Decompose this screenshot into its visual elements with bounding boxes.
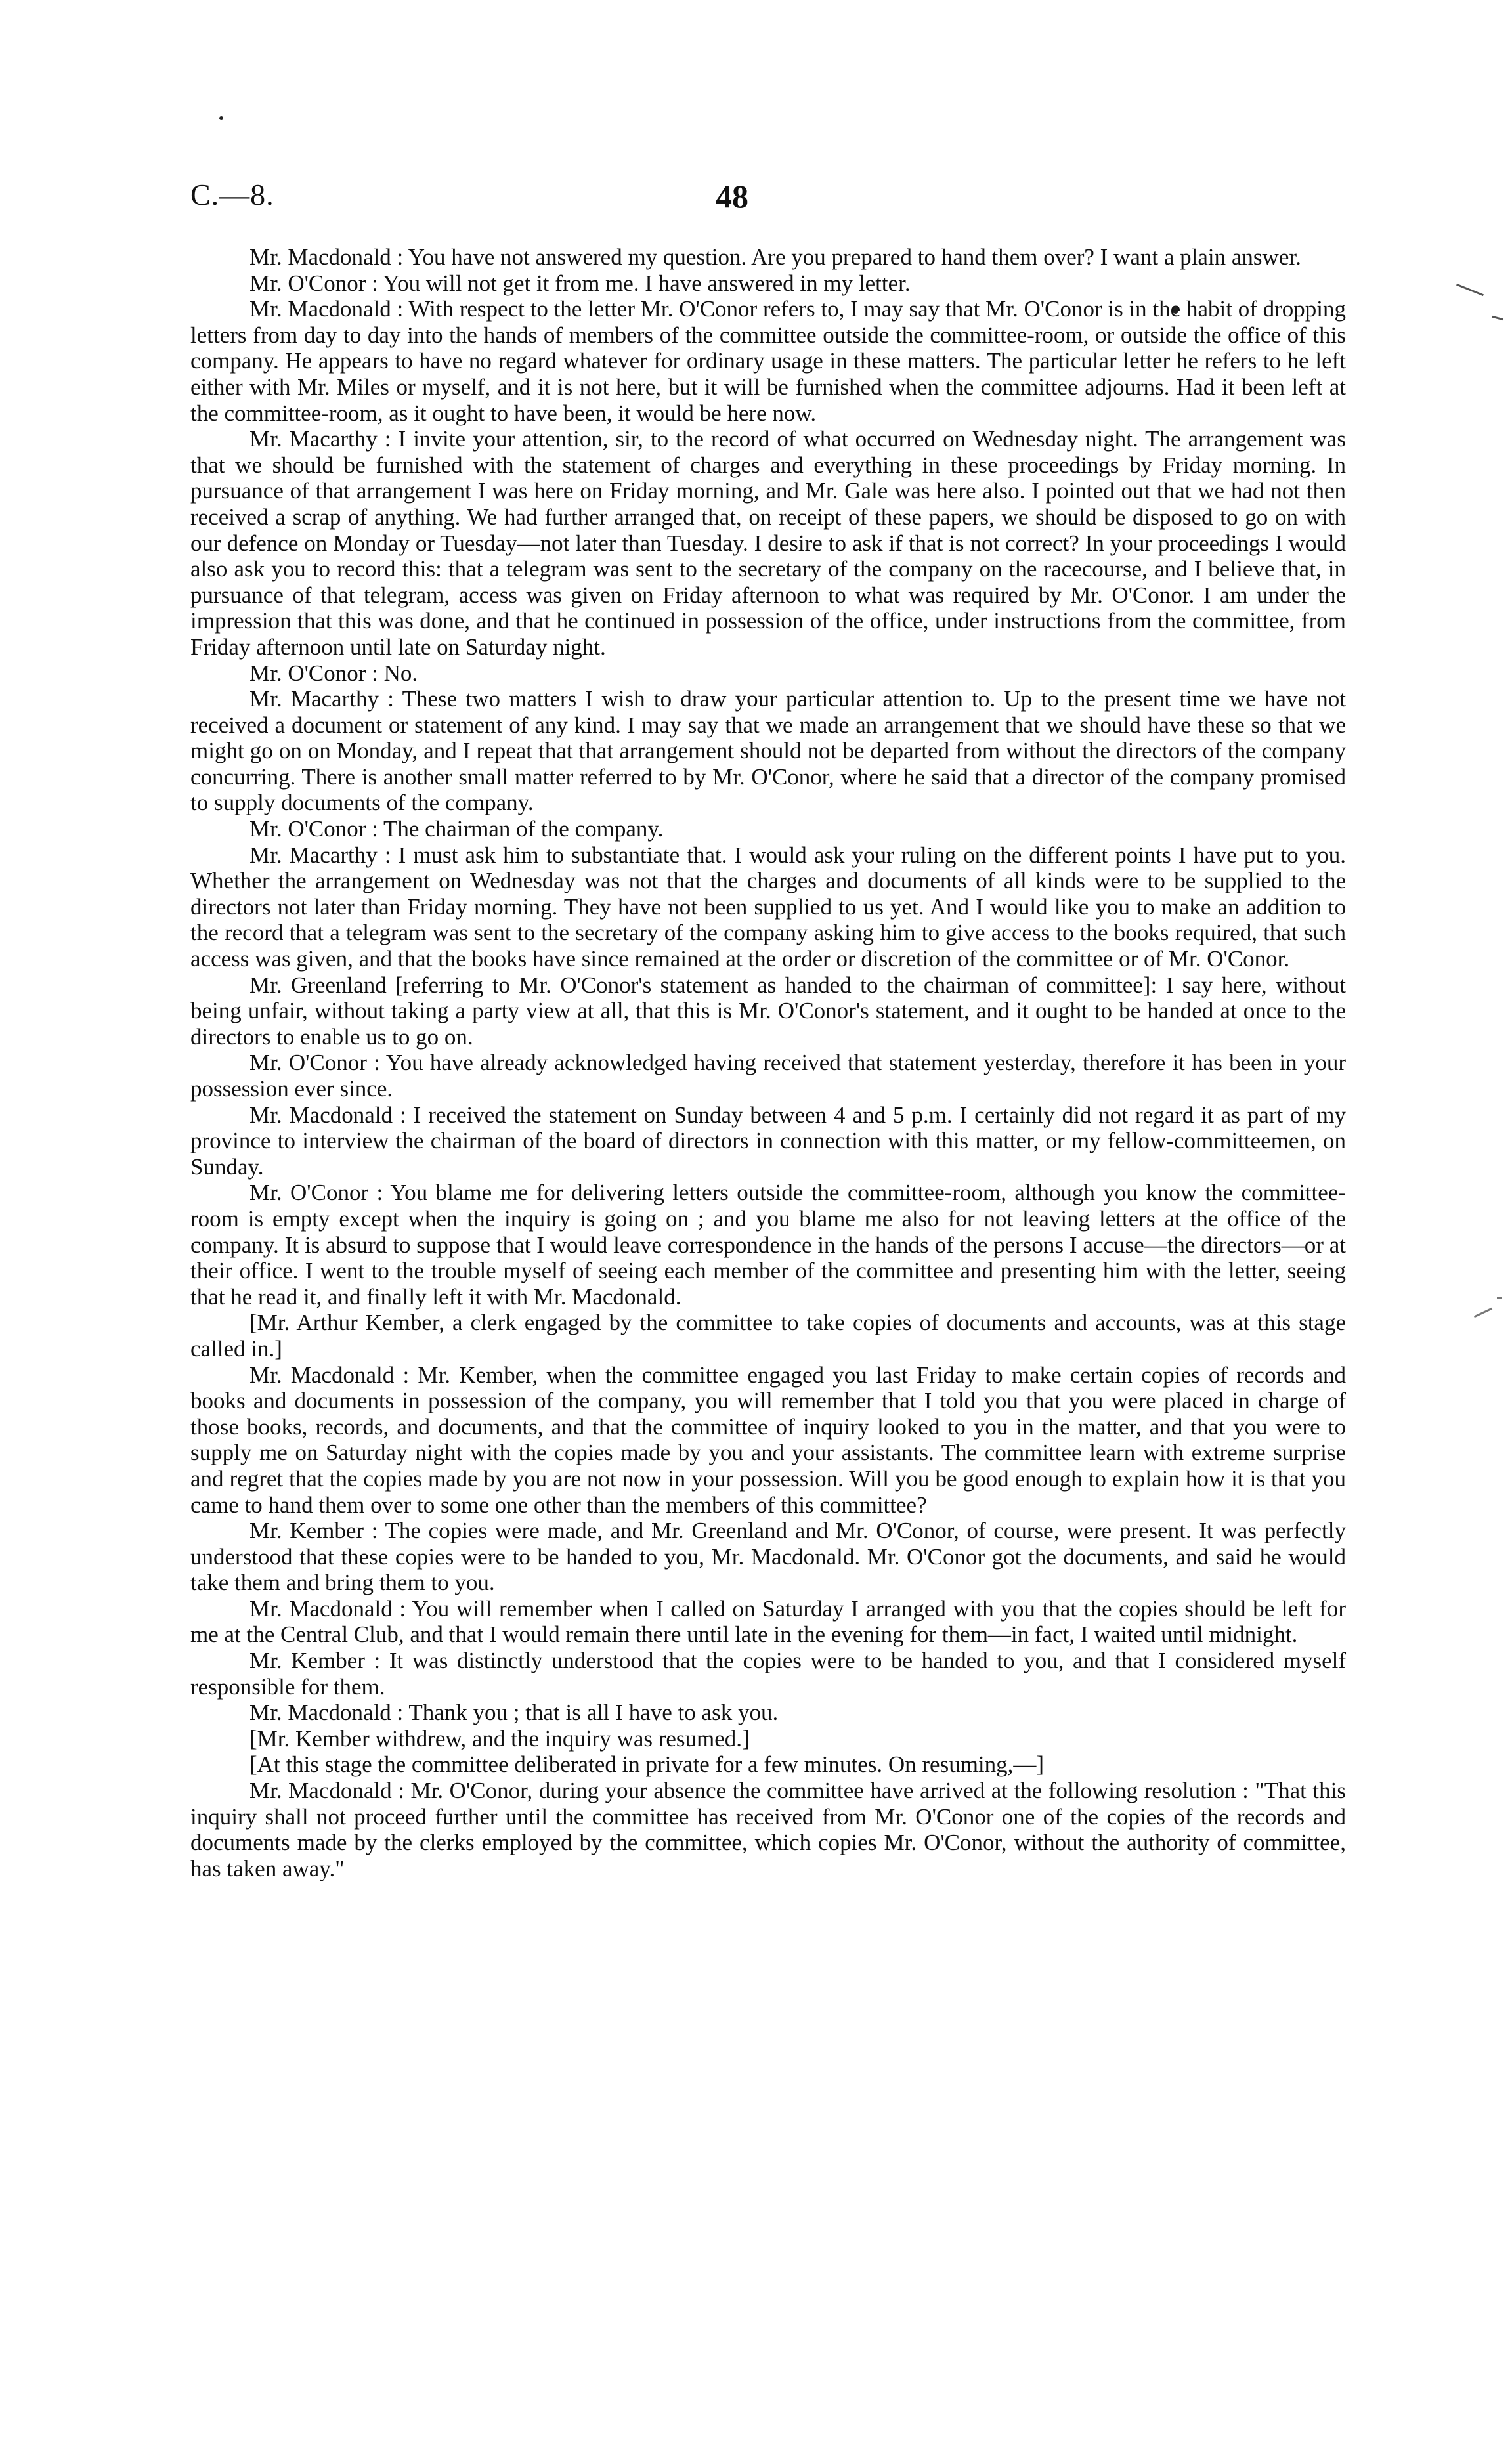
paragraph: Mr. Macdonald : Mr. Kember, when the committee engaged you last Friday to make certain copies of records and books and documents in possession of the company, you will remember that I told you that you were placed in charge of those books, records, and documents, and that the committee of inquiry looked to you in the matter, and that you were to supply me on Saturday night with the copies made by you and your assistants. The committee learn with extreme surprise and regret that the copies made by you are not now in your possession. Will you be good enough to explain how it is that you came to hand them over to some one other than the members of this committee? (190, 1362, 1346, 1518)
paragraph: Mr. O'Conor : No. (249, 660, 418, 686)
paragraph: Mr. O'Conor : You will not get it from me. I have answered in my letter. (249, 270, 911, 296)
paragraph: Mr. O'Conor : The chairman of the company. (249, 816, 664, 842)
paragraph: Mr. Macarthy : I invite your attention, sir, to the record of what occurred on Wednesday night. The arrangement was that we should be furnished with the statement of charges and everything in these proceedings by Friday morning. In pursuance of that arrangement I was here on Friday morning, and Mr. Gale was here also. I pointed out that we had not then received a scrap of anything. We had further arranged that, on receipt of these papers, we should be disposed to go on with our defence on Monday or Tuesday—not later than Tuesday. I desire to ask if that is not correct? In your proceedings I would also ask you to record this: that a telegram was sent to the secretary of the company on the racecourse, and I believe that, in pursuance of that telegram, access was given on Friday afternoon to what was required by Mr. O'Conor. I am under the impression that this was done, and that he continued in possession of the office, under instructions from the committee, from Friday afternoon until late on Saturday night. (190, 426, 1346, 660)
paragraph: Mr. Kember : It was distinctly understood that the copies were to be handed to you, and that I considered myself responsible for them. (190, 1648, 1346, 1700)
paragraph: Mr. O'Conor : You blame me for delivering letters outside the committee-room, although you know the committee-room is empty except when the inquiry is going on ; and you blame me also for not leaving letters at the office of the company. It is absurd to suppose that I would leave correspondence in the hands of the persons I accuse—the directors—or at their office. I went to the trouble myself of seeing each member of the committee and presenting him with the letter, seeing that he read it, and finally left it with Mr. Macdonald. (190, 1180, 1346, 1310)
paragraph: Mr. Kember : The copies were made, and Mr. Greenland and Mr. O'Conor, of course, were present. It was perfectly understood that these copies were to be handed to you, Mr. Macdonald. Mr. O'Conor got the documents, and said he would take them and bring them to you. (190, 1518, 1346, 1596)
paragraph: Mr. Macdonald : I received the statement on Sunday between 4 and 5 p.m. I certainly did not regard it as part of my province to interview the chairman of the board of directors in connection with this matter, or my fellow-committeemen, on Sunday. (190, 1102, 1346, 1180)
paragraph: Mr. Macdonald : You will remember when I called on Saturday I arranged with you that the copies should be left for me at the Central Club, and that I would remain there until late in the evening for them—in fact, I waited until midnight. (190, 1595, 1346, 1648)
paragraph: Mr. Macdonald : With respect to the letter Mr. O'Conor refers to, I may say that Mr. O'Conor is in the habit of dropping letters from day to day into the hands of members of the committee outside the committee-room, or outside the office of this company. He appears to have no regard whatever for ordinary usage in these matters. The particular letter he refers to he left either with Mr. Miles or myself, and it is not here, but it will be furnished when the committee adjourns. Had it been left at the committee-room, as it ought to have been, it would be here now. (190, 296, 1346, 426)
margin-mark (1474, 1308, 1492, 1318)
stray-mark (219, 116, 223, 120)
stage-direction: [Mr. Kember withdrew, and the inquiry was resumed.] (249, 1725, 750, 1752)
page-header (0, 177, 1512, 230)
transcript-body (190, 244, 1346, 1881)
paragraph: Mr. Macdonald : You have not answered my question. Are you prepared to hand them over? I want a plain answer. (249, 244, 1301, 270)
margin-mark (1456, 284, 1484, 296)
page-number: 48 (716, 178, 748, 215)
paragraph: Mr. O'Conor : You have already acknowledged having received that statement yesterday, therefore it has been in your possession ever since. (190, 1050, 1346, 1102)
margin-mark (1492, 316, 1503, 321)
stage-direction: [Mr. Arthur Kember, a clerk engaged by the committee to take copies of documents and accounts, was at this stage called in.] (190, 1310, 1346, 1362)
stage-direction: [At this stage the committee deliberated in private for a few minutes. On resuming,—] (249, 1752, 1045, 1778)
document-reference: C.—8. (190, 178, 274, 211)
paragraph: Mr. Macdonald : Thank you ; that is all I have to ask you. (249, 1700, 779, 1726)
margin-mark (1497, 1297, 1502, 1299)
paragraph: Mr. Greenland [referring to Mr. O'Conor's statement as handed to the chairman of committee]: I say here, without being unfair, without taking a party view at all, that this is Mr. O'Conor's statement, and it ought to be handed at once to the directors to enable us to go on. (190, 972, 1346, 1050)
paragraph: Mr. Macarthy : These two matters I wish to draw your particular attention to. Up to the present time we have not received a document or statement of any kind. I may say that we made an arrangement that we should have these so that we might go on on Monday, and I repeat that that arrangement should not be departed from without the directors of the company concurring. There is another small matter referred to by Mr. O'Conor, where he said that a director of the company promised to supply documents of the company. (190, 686, 1346, 816)
paragraph: Mr. Macarthy : I must ask him to substantiate that. I would ask your ruling on the different points I have put to you. Whether the arrangement on Wednesday was not that the charges and documents of all kinds were to be supplied to the directors not later than Friday morning. They have not been supplied to us yet. And I would like you to make an addition to the record that a telegram was sent to the secretary of the company asking him to give access to the books required, that such access was given, and that the books have since remained at the order or discretion of the committee or of Mr. O'Conor. (190, 842, 1346, 972)
paragraph: Mr. Macdonald : Mr. O'Conor, during your absence the committee have arrived at the following resolution : "That this inquiry shall not proceed further until the committee has received from Mr. O'Conor one of the copies of the records and documents made by the clerks employed by the committee, which copies Mr. O'Conor, without the authority of committee, has taken away." (190, 1778, 1346, 1881)
